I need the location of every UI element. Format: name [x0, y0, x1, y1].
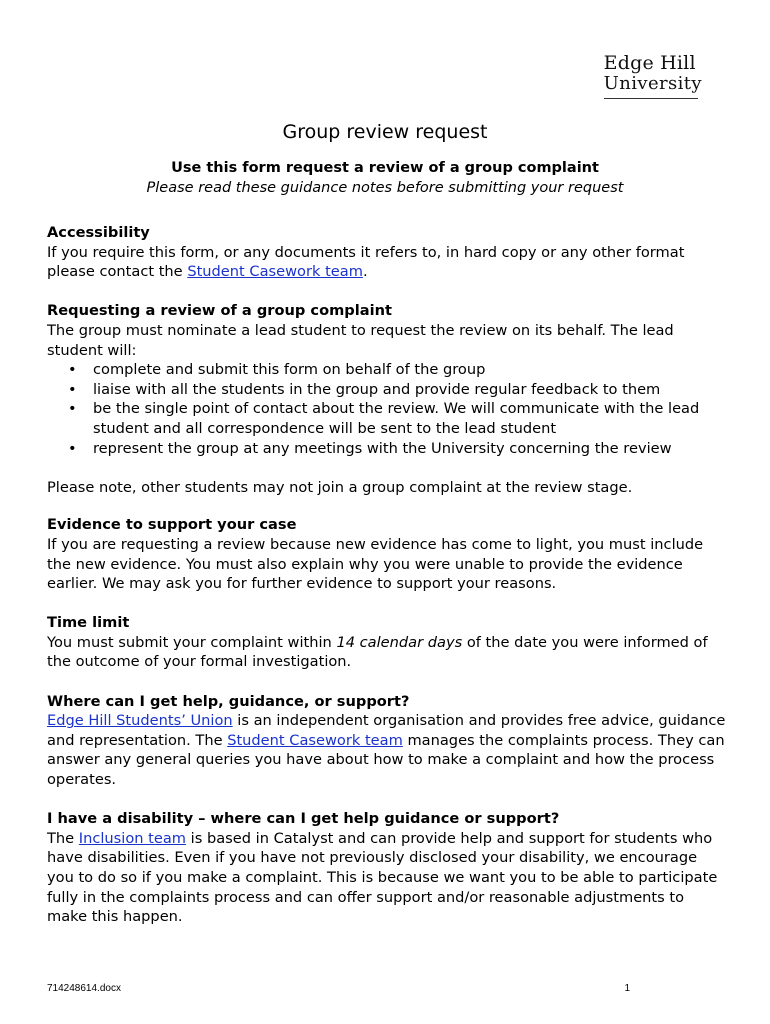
logo-line-1: Edge Hill: [603, 52, 696, 74]
accessibility-heading: Accessibility: [47, 224, 150, 241]
disability-text-end: is based in Catalyst and can provide help and support for students who have disabilities. Even if you have not previously disclosed your disability, we encourage you to do so if you make a complaint. This is because we want you to be able to participate fully in the complaints process and can offer support and/or reasonable adjustments to make this happen.: [47, 829, 718, 926]
time-limit-days: 14 calendar days: [336, 633, 463, 651]
requesting-heading: Requesting a review of a group complaint: [47, 302, 392, 320]
page-subtitle: Use this form request a review of a group complaint: [171, 160, 599, 176]
page-number: 1: [624, 983, 630, 994]
accessibility-text-start: If you require this form, or any documents it refers to, in hard copy or any other format please contact the: [47, 243, 685, 281]
logo-underline: [604, 98, 698, 99]
time-limit-text: [47, 633, 727, 672]
inclusion-team-link[interactable]: Inclusion team: [78, 829, 187, 847]
help-text-part-2: manages the complaints process. They can answer any general queries you have about how to make a complaint and how the process operates.: [47, 731, 725, 789]
requesting-intro: The group must nominate a lead student to request the review on its behalf. The lead student will:: [47, 321, 674, 359]
group-join-note: Please note, other students may not join a group complaint at the review stage.: [47, 478, 633, 496]
list-item: • be the single point of contact about the review. We will communicate with the lead student and all correspondence will be sent to the lead student: [47, 399, 727, 438]
student-casework-link-2[interactable]: Student Casework team: [227, 731, 403, 749]
page-title: Group review request: [282, 121, 488, 143]
section-time-limit: [47, 613, 727, 672]
disability-heading: I have a disability – where can I get help guidance or support?: [47, 810, 560, 828]
section-note: [47, 478, 727, 498]
time-limit-heading: Time limit: [47, 614, 130, 632]
help-text: [47, 711, 727, 789]
university-logo: [604, 52, 702, 99]
disability-text: [47, 829, 727, 927]
logo-line-2: University: [603, 73, 702, 94]
evidence-text: If you are requesting a review because new evidence has come to light, you must include the new evidence. You must also explain why you were unable to provide the evidence earlier. We may ask you for further evidence to support your reasons.: [47, 535, 704, 593]
accessibility-text: [47, 243, 727, 282]
document-body: [47, 223, 727, 946]
time-limit-text-end: of the date you were informed of the outcome of your formal investigation.: [47, 633, 708, 671]
student-casework-link[interactable]: Student Casework team: [187, 263, 363, 281]
evidence-heading: Evidence to support your case: [47, 516, 297, 534]
accessibility-text-end: .: [362, 263, 368, 281]
help-text-part-1: is an independent organisation and provides free advice, guidance and representation. The: [47, 712, 726, 749]
list-item: • complete and submit this form on behalf of the group: [47, 360, 727, 380]
students-union-link[interactable]: Edge Hill Students’ Union: [47, 712, 233, 730]
disability-text-start: The: [47, 829, 79, 847]
guidance-note: Please read these guidance notes before submitting your request: [146, 180, 624, 196]
list-item: • represent the group at any meetings with the University concerning the review: [47, 439, 727, 459]
section-disability: [47, 809, 727, 927]
footer-filename: 714248614.docx: [47, 983, 121, 994]
list-item: • liaise with all the students in the group and provide regular feedback to them: [47, 380, 727, 400]
section-evidence: [47, 515, 727, 593]
section-requesting: [47, 301, 727, 458]
lead-student-duties-list: [47, 360, 727, 458]
page-footer: [47, 983, 630, 994]
section-accessibility: [47, 223, 727, 282]
help-heading: Where can I get help, guidance, or support?: [47, 692, 410, 710]
section-help: [47, 692, 727, 790]
time-limit-text-start: You must submit your complaint within: [47, 633, 337, 651]
